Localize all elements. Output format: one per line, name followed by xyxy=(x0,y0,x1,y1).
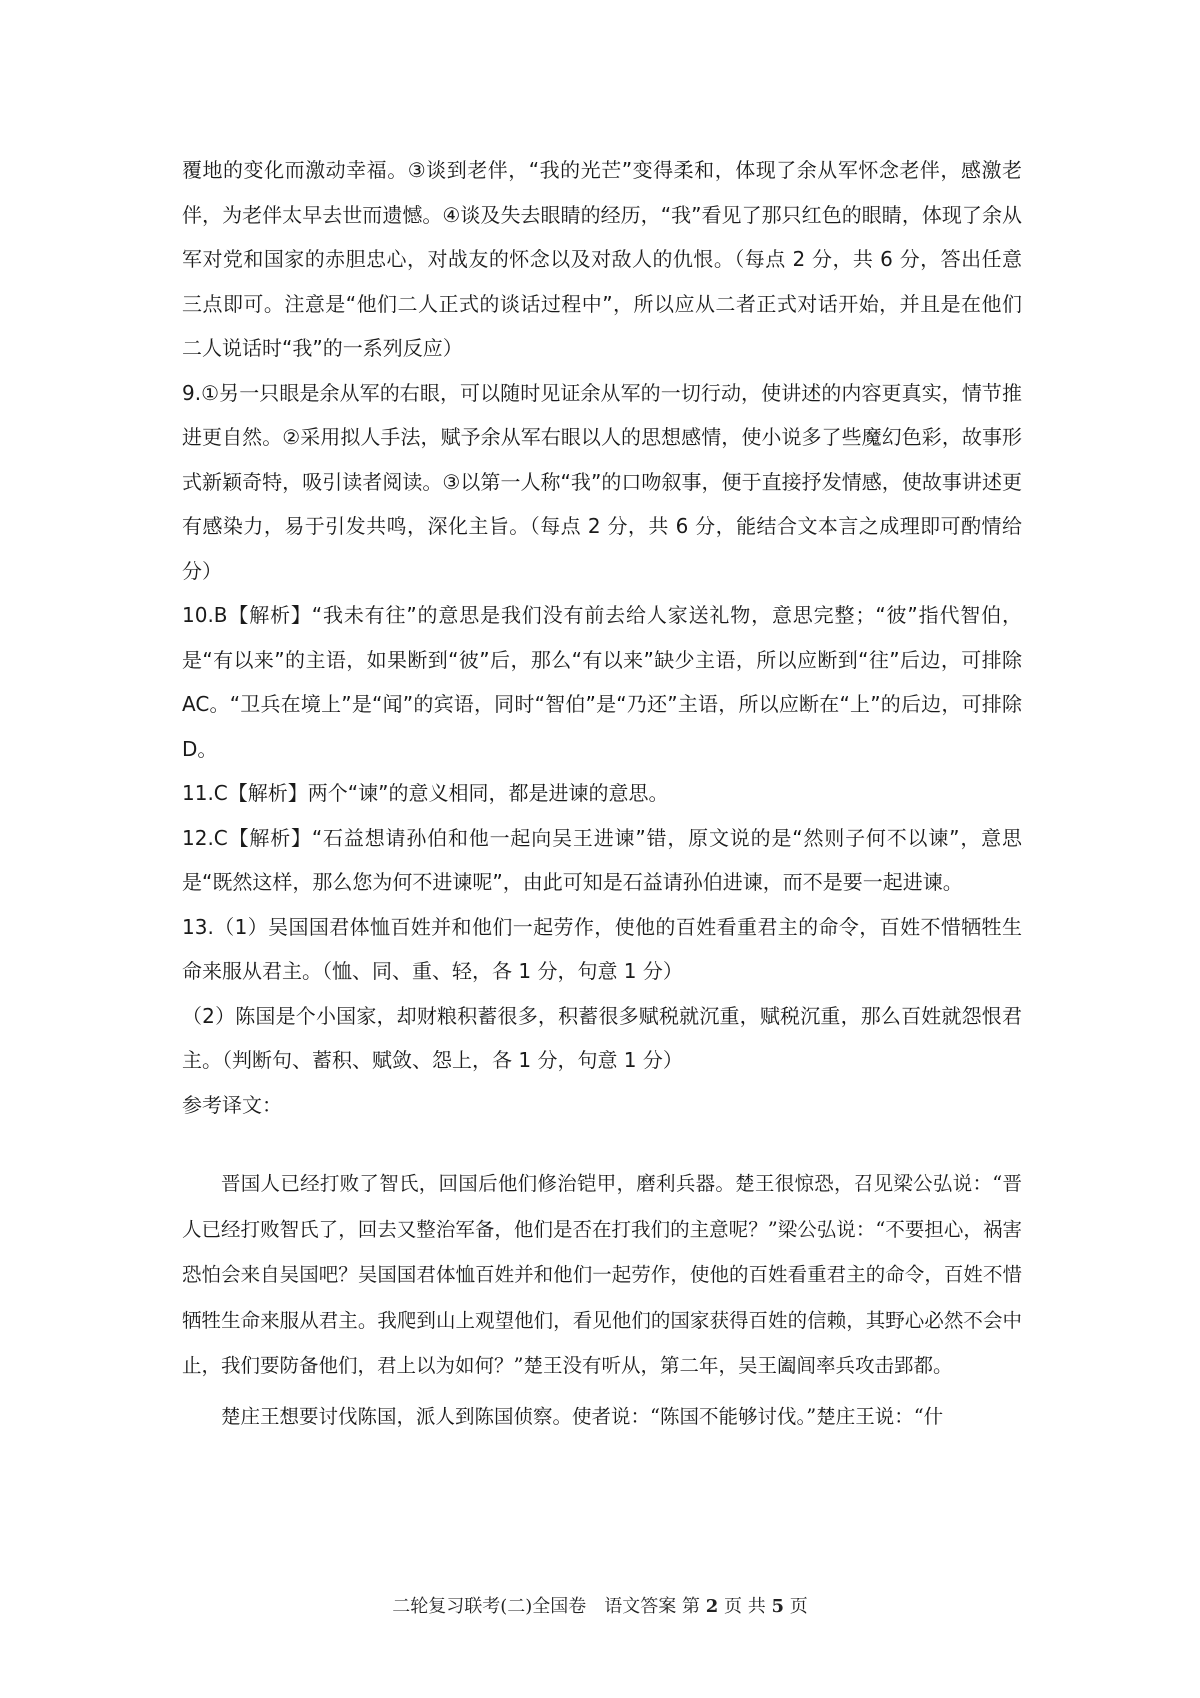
translation-paragraph-2: 楚庄王想要讨伐陈国，派人到陈国侦察。使者说：“陈国不能够讨伐。”楚庄王说：“什 xyxy=(221,1404,944,1428)
answer-8-continuation: 覆地的变化而激动幸福。③谈到老伴，“我的光芒”变得柔和，体现了余从军怀念老伴，感激老伴，为老伴太早去世而遗憾。④谈及失去眼睛的经历，“我”看见了那只红色的眼睛，体现了余从军对党和国家的赤胆忠心，对战友的怀念以及对敌人的仇恨。（每点 2 分，共 6 分，答出任意三点即可。注意是“他们二人正式的谈话过程中”，所以应从二者正式对话开始，并且是在他们二人说话时“我”的一系列反应） xyxy=(182,158,1022,360)
answer-11: 11.C【解析】两个“谏”的意义相同，都是进谏的意思。 xyxy=(182,781,669,805)
reference-translation xyxy=(182,1161,1022,1439)
footer-total-pages: 5 xyxy=(771,1596,784,1617)
footer-page-number: 2 xyxy=(705,1596,719,1617)
footer-suffix: 页 xyxy=(784,1596,808,1617)
page-footer xyxy=(0,1592,1200,1618)
footer-middle: 页 共 xyxy=(718,1596,772,1617)
answer-9: 9.①另一只眼是余从军的右眼，可以随时见证余从军的一切行动，使讲述的内容更真实，情节推进更自然。②采用拟人手法，赋予余从军右眼以人的思想感情，使小说多了些魔幻色彩，故事形式新颖奇特，吸引读者阅读。③以第一人称“我”的口吻叙事，便于直接抒发情感，使故事讲述更有感染力，易于引发共鸣，深化主旨。（每点 2 分，共 6 分，能结合文本言之成理即可酌情给分） xyxy=(182,380,1022,583)
reference-translation-heading: 参考译文： xyxy=(182,1092,282,1117)
answer-12: 12.C【解析】“石益想请孙伯和他一起向吴王进谏”错，原文说的是“然则子何不以谏”，意思是“既然这样，那么您为何不进谏呢”，由此可知是石益请孙伯进谏，而不是要一起进谏。 xyxy=(182,825,1022,894)
answer-13-part-1: 13.（1）吴国国君体恤百姓并和他们一起劳作，使他的百姓看重君主的命令，百姓不惜牺牲生命来服从君主。（恤、同、重、轻，各 1 分，句意 1 分） xyxy=(182,914,1022,983)
answer-section xyxy=(182,148,1022,1127)
translation-paragraph-1: 晋国人已经打败了智氏，回国后他们修治铠甲，磨利兵器。楚王很惊恐，召见梁公弘说：“晋人已经打败智氏了，回去又整治军备，他们是否在打我们的主意呢？”梁公弘说：“不要担心，祸害恐怕会来自吴国吧？吴国国君体恤百姓并和他们一起劳作，使他的百姓看重君主的命令，百姓不惜牺牲生命来服从君主。我爬到山上观望他们，看见他们的国家获得百姓的信赖，其野心必然不会中止，我们要防备他们，君上以为如何？”楚王没有听从，第二年，吴王阖闾率兵攻击郢都。 xyxy=(182,1172,1022,1377)
answer-10: 10.B【解析】“我未有往”的意思是我们没有前去给人家送礼物，意思完整；“彼”指代智伯，是“有以来”的主语，如果断到“彼”后，那么“有以来”缺少主语，所以应断到“往”后边，可排除 AC。“卫兵在境上”是“闻”的宾语，同时“智伯”是“乃还”主语，所以应断在“上”的后边，可排除 D。 xyxy=(182,603,1022,761)
footer-prefix: 二轮复习联考(二)全国卷 语文答案 第 xyxy=(392,1596,706,1617)
answer-13-part-2: （2）陈国是个小国家，却财粮积蓄很多，积蓄很多赋税就沉重，赋税沉重，那么百姓就怨恨君主。（判断句、蓄积、赋敛、怨上，各 1 分，句意 1 分） xyxy=(182,1003,1022,1072)
